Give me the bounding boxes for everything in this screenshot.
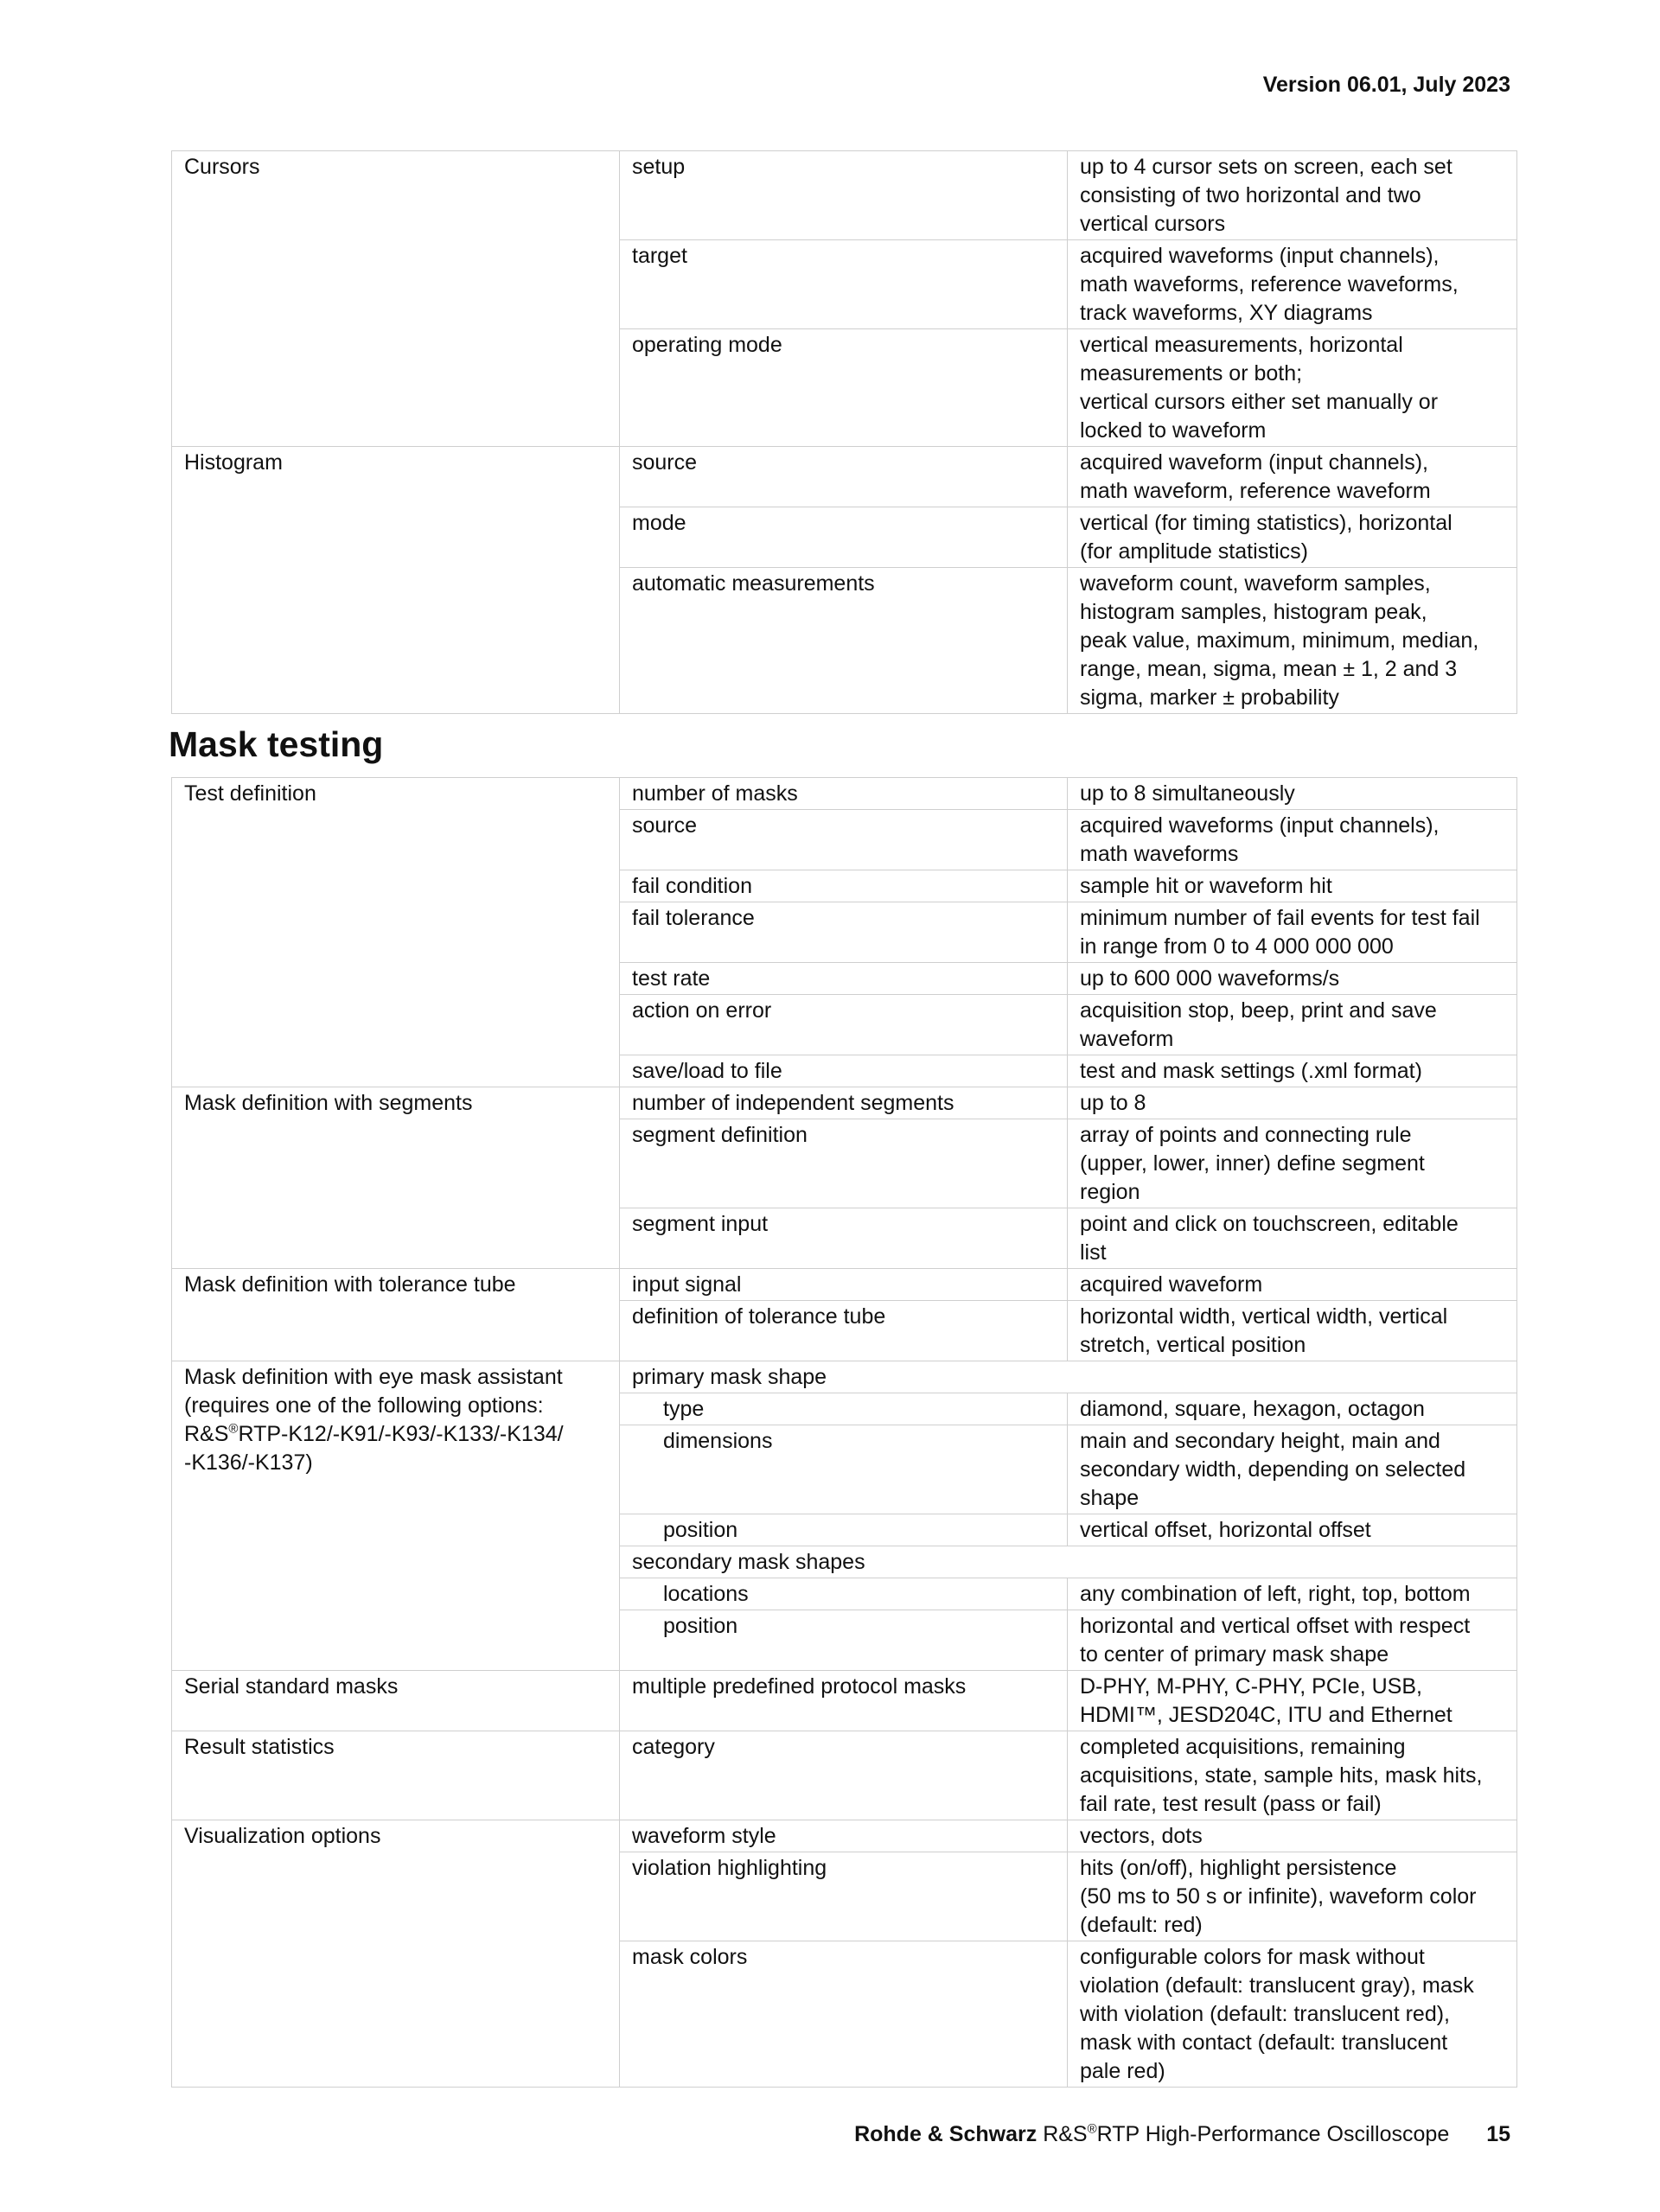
spec-parameter: multiple predefined protocol masks bbox=[620, 1671, 1068, 1731]
spec-value-line: peak value, maximum, minimum, median, bbox=[1080, 628, 1479, 653]
spec-parameter: automatic measurements bbox=[620, 568, 1068, 714]
spec-parameter: target bbox=[620, 240, 1068, 329]
spec-value bbox=[1068, 507, 1517, 568]
spec-value bbox=[1068, 902, 1517, 963]
spec-parameter: segment input bbox=[620, 1208, 1068, 1269]
spec-value-line: math waveforms bbox=[1080, 842, 1239, 866]
spec-value-line: pale red) bbox=[1080, 2059, 1165, 2083]
spec-category: Test definition bbox=[172, 778, 620, 1087]
spec-parameter: waveform style bbox=[620, 1820, 1068, 1852]
spec-parameter: segment definition bbox=[620, 1119, 1068, 1208]
spec-parameter: test rate bbox=[620, 963, 1068, 995]
spec-value bbox=[1068, 1852, 1517, 1941]
spec-value-line: sigma, marker ± probability bbox=[1080, 685, 1339, 710]
spec-value-line: waveform bbox=[1080, 1027, 1174, 1051]
spec-value-line: fail rate, test result (pass or fail) bbox=[1080, 1792, 1382, 1816]
spec-value-line: vertical offset, horizontal offset bbox=[1080, 1518, 1371, 1542]
spec-category-line bbox=[184, 1420, 607, 1449]
table-row bbox=[172, 1087, 1517, 1119]
spec-value-line: array of points and connecting rule bbox=[1080, 1123, 1412, 1147]
spec-value-line: vertical measurements, horizontal bbox=[1080, 333, 1403, 357]
table-row bbox=[172, 778, 1517, 810]
spec-parameter: secondary mask shapes bbox=[620, 1546, 1517, 1578]
spec-value bbox=[1068, 778, 1517, 810]
spec-parameter: position bbox=[620, 1514, 1068, 1546]
spec-value-line: waveform count, waveform samples, bbox=[1080, 571, 1431, 596]
spec-value bbox=[1068, 1055, 1517, 1087]
spec-value bbox=[1068, 1393, 1517, 1425]
spec-parameter: operating mode bbox=[620, 329, 1068, 447]
spec-value-line: list bbox=[1080, 1240, 1107, 1265]
spec-value-line: acquired waveform bbox=[1080, 1272, 1263, 1297]
spec-value-line: in range from 0 to 4 000 000 000 bbox=[1080, 934, 1394, 959]
spec-value-line: secondary width, depending on selected bbox=[1080, 1457, 1466, 1482]
table-row bbox=[172, 1361, 1517, 1393]
spec-category-line: Mask definition with eye mask assistant bbox=[184, 1365, 563, 1389]
spec-category: Visualization options bbox=[172, 1820, 620, 2088]
spec-value-line: vectors, dots bbox=[1080, 1824, 1203, 1848]
spec-value-line: (default: red) bbox=[1080, 1913, 1203, 1937]
footer-product-title: R&S®RTP High-Performance Oscilloscope bbox=[1043, 2121, 1450, 2146]
table-row bbox=[172, 1671, 1517, 1731]
spec-value-line: measurements or both; bbox=[1080, 361, 1303, 386]
spec-category-line: (requires one of the following options: bbox=[184, 1393, 544, 1418]
spec-parameter: source bbox=[620, 810, 1068, 870]
spec-value bbox=[1068, 1087, 1517, 1119]
section-title-mask-testing: Mask testing bbox=[169, 724, 384, 764]
spec-value bbox=[1068, 1820, 1517, 1852]
spec-value bbox=[1068, 1425, 1517, 1514]
spec-value-line: acquired waveforms (input channels), bbox=[1080, 244, 1440, 268]
spec-value-line: up to 8 simultaneously bbox=[1080, 781, 1295, 806]
spec-value-line: (50 ms to 50 s or infinite), waveform color bbox=[1080, 1884, 1477, 1909]
spec-value-line: main and secondary height, main and bbox=[1080, 1429, 1440, 1453]
spec-value bbox=[1068, 810, 1517, 870]
table-row bbox=[172, 1731, 1517, 1820]
spec-table-cursors-histogram bbox=[171, 150, 1517, 714]
spec-value bbox=[1068, 995, 1517, 1055]
spec-parameter: category bbox=[620, 1731, 1068, 1820]
spec-value-line: math waveform, reference waveform bbox=[1080, 479, 1431, 503]
spec-value-line: any combination of left, right, top, bottom bbox=[1080, 1582, 1471, 1606]
spec-parameter: position bbox=[620, 1610, 1068, 1671]
spec-value bbox=[1068, 1671, 1517, 1731]
spec-parameter: mask colors bbox=[620, 1941, 1068, 2088]
spec-value-line: acquisitions, state, sample hits, mask hits, bbox=[1080, 1763, 1483, 1788]
spec-value-line: test and mask settings (.xml format) bbox=[1080, 1059, 1422, 1083]
spec-table-mask-testing bbox=[171, 777, 1517, 2088]
spec-category: Result statistics bbox=[172, 1731, 620, 1820]
spec-parameter: save/load to file bbox=[620, 1055, 1068, 1087]
spec-value-line: minimum number of fail events for test fail bbox=[1080, 906, 1480, 930]
spec-value-line: with violation (default: translucent red), bbox=[1080, 2002, 1450, 2026]
spec-value-line: hits (on/off), highlight persistence bbox=[1080, 1856, 1397, 1880]
spec-value-line: vertical cursors bbox=[1080, 212, 1226, 236]
spec-value-line: violation (default: translucent gray), mask bbox=[1080, 1973, 1474, 1998]
spec-value bbox=[1068, 1731, 1517, 1820]
spec-parameter: type bbox=[620, 1393, 1068, 1425]
spec-value-line: (for amplitude statistics) bbox=[1080, 539, 1308, 564]
spec-value-line: range, mean, sigma, mean ± 1, 2 and 3 bbox=[1080, 657, 1458, 681]
spec-value-line: up to 4 cursor sets on screen, each set bbox=[1080, 155, 1452, 179]
spec-value bbox=[1068, 151, 1517, 240]
spec-parameter: mode bbox=[620, 507, 1068, 568]
spec-value bbox=[1068, 1610, 1517, 1671]
table-row bbox=[172, 447, 1517, 507]
spec-value-line: completed acquisitions, remaining bbox=[1080, 1735, 1406, 1759]
spec-value-line: (upper, lower, inner) define segment bbox=[1080, 1151, 1425, 1176]
spec-value-line: stretch, vertical position bbox=[1080, 1333, 1306, 1357]
spec-category-line: R&S bbox=[184, 1422, 229, 1446]
spec-value-line: diamond, square, hexagon, octagon bbox=[1080, 1397, 1425, 1421]
spec-parameter: source bbox=[620, 447, 1068, 507]
footer-company: Rohde & Schwarz bbox=[854, 2122, 1038, 2146]
spec-category: Serial standard masks bbox=[172, 1671, 620, 1731]
spec-value-line: configurable colors for mask without bbox=[1080, 1945, 1425, 1969]
spec-value-line: locked to waveform bbox=[1080, 418, 1267, 443]
spec-value bbox=[1068, 329, 1517, 447]
registered-mark: ® bbox=[228, 1421, 239, 1437]
table-body bbox=[172, 778, 1517, 2088]
table-row bbox=[172, 1269, 1517, 1301]
spec-parameter: input signal bbox=[620, 1269, 1068, 1301]
spec-parameter: dimensions bbox=[620, 1425, 1068, 1514]
spec-parameter: primary mask shape bbox=[620, 1361, 1517, 1393]
spec-category: Mask definition with segments bbox=[172, 1087, 620, 1269]
spec-value-line: point and click on touchscreen, editable bbox=[1080, 1212, 1459, 1236]
spec-value bbox=[1068, 240, 1517, 329]
spec-value-line: vertical (for timing statistics), horizontal bbox=[1080, 511, 1452, 535]
spec-category: Histogram bbox=[172, 447, 620, 714]
table-row bbox=[172, 1820, 1517, 1852]
spec-value-line: region bbox=[1080, 1180, 1140, 1204]
spec-category: Mask definition with tolerance tube bbox=[172, 1269, 620, 1361]
spec-parameter: definition of tolerance tube bbox=[620, 1301, 1068, 1361]
spec-value-line: vertical cursors either set manually or bbox=[1080, 390, 1439, 414]
spec-category: Cursors bbox=[172, 151, 620, 447]
spec-value-line: histogram samples, histogram peak, bbox=[1080, 600, 1427, 624]
table-body bbox=[172, 151, 1517, 714]
document-version: Version 06.01, July 2023 bbox=[1262, 73, 1510, 97]
spec-value bbox=[1068, 1514, 1517, 1546]
spec-value bbox=[1068, 870, 1517, 902]
spec-value bbox=[1068, 1941, 1517, 2088]
spec-value-line: shape bbox=[1080, 1486, 1140, 1510]
spec-category-line: -K136/-K137) bbox=[184, 1450, 313, 1475]
spec-value-line: D-PHY, M-PHY, C-PHY, PCIe, USB, bbox=[1080, 1674, 1422, 1699]
spec-parameter: number of independent segments bbox=[620, 1087, 1068, 1119]
spec-value bbox=[1068, 1269, 1517, 1301]
spec-value-line: acquired waveform (input channels), bbox=[1080, 450, 1428, 475]
spec-parameter: fail condition bbox=[620, 870, 1068, 902]
spec-category bbox=[172, 1361, 620, 1671]
spec-parameter: setup bbox=[620, 151, 1068, 240]
spec-category-line: RTP-K12/-K91/-K93/-K133/-K134/ bbox=[238, 1422, 564, 1446]
spec-value bbox=[1068, 1119, 1517, 1208]
spec-value-line: sample hit or waveform hit bbox=[1080, 874, 1332, 898]
spec-parameter: violation highlighting bbox=[620, 1852, 1068, 1941]
spec-value bbox=[1068, 1578, 1517, 1610]
spec-value-line: HDMI™, JESD204C, ITU and Ethernet bbox=[1080, 1703, 1452, 1727]
spec-parameter: fail tolerance bbox=[620, 902, 1068, 963]
spec-value bbox=[1068, 963, 1517, 995]
spec-parameter: number of masks bbox=[620, 778, 1068, 810]
spec-parameter: action on error bbox=[620, 995, 1068, 1055]
page-footer bbox=[854, 2122, 1510, 2147]
spec-value-line: mask with contact (default: translucent bbox=[1080, 2030, 1448, 2055]
spec-value bbox=[1068, 447, 1517, 507]
spec-value-line: to center of primary mask shape bbox=[1080, 1642, 1389, 1667]
spec-value-line: up to 8 bbox=[1080, 1091, 1146, 1115]
spec-value-line: horizontal and vertical offset with respect bbox=[1080, 1614, 1471, 1638]
spec-value-line: consisting of two horizontal and two bbox=[1080, 183, 1421, 207]
table-row bbox=[172, 151, 1517, 240]
spec-value-line: track waveforms, XY diagrams bbox=[1080, 301, 1373, 325]
spec-value-line: up to 600 000 waveforms/s bbox=[1080, 966, 1340, 991]
spec-value-line: acquired waveforms (input channels), bbox=[1080, 813, 1440, 838]
page-number: 15 bbox=[1486, 2122, 1510, 2146]
spec-parameter: locations bbox=[620, 1578, 1068, 1610]
spec-value-line: acquisition stop, beep, print and save bbox=[1080, 998, 1437, 1023]
spec-value bbox=[1068, 568, 1517, 714]
spec-value bbox=[1068, 1301, 1517, 1361]
spec-value bbox=[1068, 1208, 1517, 1269]
spec-value-line: horizontal width, vertical width, vertical bbox=[1080, 1304, 1448, 1329]
spec-value-line: math waveforms, reference waveforms, bbox=[1080, 272, 1459, 296]
